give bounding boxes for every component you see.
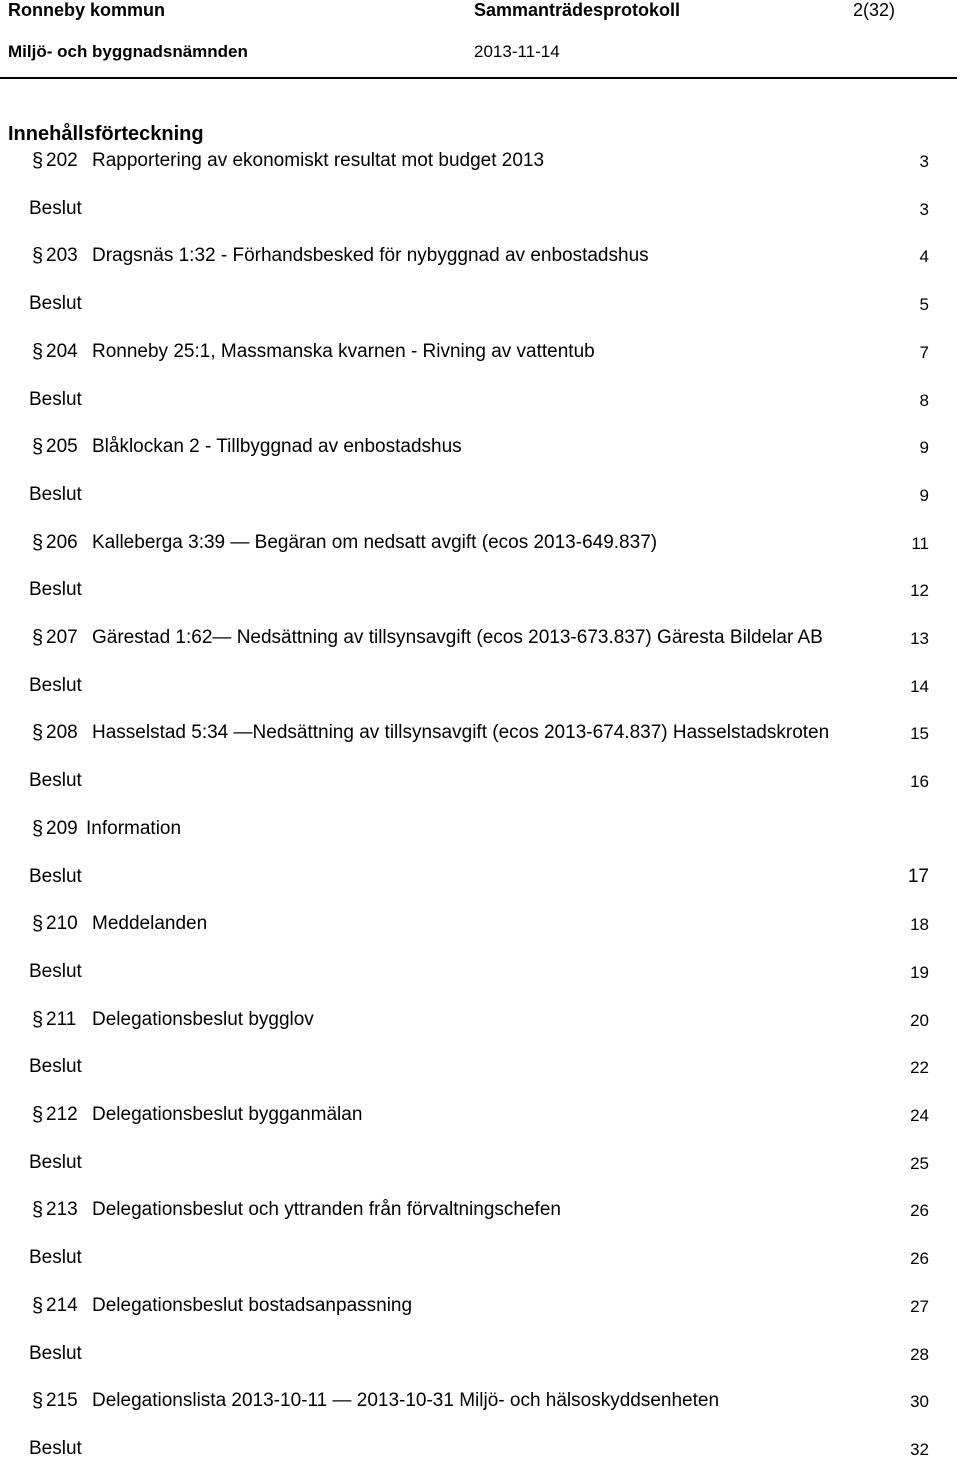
toc-beslut-row[interactable] [0,484,960,514]
toc-beslut-row[interactable] [0,1056,960,1086]
toc-page-number: 27 [910,1297,929,1316]
toc-section-row[interactable] [0,532,960,562]
toc-beslut-row[interactable] [0,293,960,323]
section-number: 209 [46,818,78,839]
section-number: 211 [46,1009,77,1030]
toc-page-number: 9 [919,438,929,457]
section-number: 204 [46,341,78,362]
toc-beslut-row[interactable] [0,961,960,991]
beslut-label: Beslut [29,675,82,696]
toc-beslut-row[interactable] [0,675,960,705]
toc-beslut-row[interactable] [0,866,960,896]
beslut-label: Beslut [29,579,82,600]
section-number: 205 [46,436,78,457]
section-title: Hasselstad 5:34 —Nedsättning av tillsynsavgift (ecos 2013-674.837) Hasselstadskroten [92,722,830,743]
meeting-date: 2013-11-14 [474,42,560,61]
section-sign: § [32,913,44,935]
toc-section-row[interactable] [0,1390,960,1420]
beslut-label: Beslut [29,961,82,982]
toc-page-number: 13 [910,629,929,648]
beslut-label: Beslut [29,1247,82,1268]
beslut-label: Beslut [29,1056,82,1077]
section-sign: § [32,1199,44,1221]
toc-page-number: 7 [919,343,929,362]
section-sign: § [32,245,44,267]
toc-page-number: 26 [910,1201,929,1220]
toc-section-row[interactable] [0,341,960,371]
section-number: 215 [46,1390,78,1411]
toc-page-number: 18 [910,915,929,934]
section-sign: § [32,1295,44,1317]
section-title: Kalleberga 3:39 — Begäran om nedsatt avgift (ecos 2013-649.837) [92,532,658,553]
toc-section-row[interactable] [0,150,960,180]
toc-page-number: 8 [919,391,929,410]
toc-section-row[interactable] [0,722,960,752]
section-number: 208 [46,722,78,743]
toc-beslut-row[interactable] [0,1438,960,1468]
section-title: Delegationsbeslut bostadsanpassning [92,1295,413,1316]
toc-section-row[interactable] [0,1295,960,1325]
section-title: Dragsnäs 1:32 - Förhandsbesked för nybyggnad av enbostadshus [92,245,649,266]
document-type: Sammanträdesprotokoll [474,0,681,20]
beslut-label: Beslut [29,484,82,505]
toc-beslut-row[interactable] [0,1152,960,1182]
toc-section-row[interactable] [0,818,960,848]
committee-name: Miljö- och byggnadsnämnden [8,42,248,61]
toc-section-row[interactable] [0,1009,960,1039]
toc-section-row[interactable] [0,245,960,275]
toc-page-number: 4 [919,247,929,266]
toc-beslut-row[interactable] [0,579,960,609]
section-title: Rapportering av ekonomiskt resultat mot budget 2013 [92,150,545,171]
section-title: Delegationsbeslut bygganmälan [92,1104,363,1125]
beslut-label: Beslut [29,1438,82,1459]
toc-section-row[interactable] [0,1104,960,1134]
toc-title: Innehållsförteckning [8,123,204,145]
section-number: 207 [46,627,78,648]
section-title: Meddelanden [92,913,208,934]
section-title: Gärestad 1:62— Nedsättning av tillsynsavgift (ecos 2013-673.837) Gäresta Bildelar AB [92,627,823,648]
toc-page-number: 24 [910,1106,929,1125]
toc-page-number: 3 [919,152,929,171]
toc-page-number: 20 [910,1011,929,1030]
section-number: 212 [46,1104,78,1125]
section-title: Information [86,818,182,839]
toc-section-row[interactable] [0,627,960,657]
toc-page-number: 9 [919,486,929,505]
toc-page-number: 17 [907,866,929,887]
beslut-label: Beslut [29,293,82,314]
section-sign: § [32,150,44,172]
section-number: 206 [46,532,78,553]
toc-page-number: 3 [919,200,929,219]
section-title: Blåklockan 2 - Tillbyggnad av enbostadshus [92,436,462,457]
section-sign: § [32,532,44,554]
toc-page-number: 30 [910,1392,929,1411]
toc-section-row[interactable] [0,913,960,943]
section-sign: § [32,722,44,744]
section-sign: § [32,436,44,458]
section-sign: § [32,627,44,649]
toc-page-number: 25 [910,1154,929,1173]
section-sign: § [32,1390,44,1412]
section-title: Delegationsbeslut bygglov [92,1009,314,1030]
beslut-label: Beslut [29,389,82,410]
section-title: Delegationslista 2013-10-11 — 2013-10-31 Miljö- och hälsoskyddsenheten [92,1390,720,1411]
beslut-label: Beslut [29,1343,82,1364]
section-number: 213 [46,1199,78,1220]
toc-page-number: 11 [911,534,929,553]
toc-page-number: 16 [910,772,929,791]
toc-section-row[interactable] [0,1199,960,1229]
beslut-label: Beslut [29,770,82,791]
toc-page-number: 5 [919,295,929,314]
toc-beslut-row[interactable] [0,389,960,419]
section-number: 210 [46,913,78,934]
section-sign: § [32,818,44,840]
toc-page-number: 32 [910,1440,929,1459]
beslut-label: Beslut [29,1152,82,1173]
toc-beslut-row[interactable] [0,198,960,228]
beslut-label: Beslut [29,866,82,887]
toc-page-number: 22 [910,1058,929,1077]
toc-beslut-row[interactable] [0,1343,960,1373]
section-number: 202 [46,150,78,171]
toc-page-number: 26 [910,1249,929,1268]
toc-page-number: 28 [910,1345,929,1364]
section-title: Ronneby 25:1, Massmanska kvarnen - Rivning av vattentub [92,341,595,362]
toc-page-number: 12 [910,581,929,600]
toc-page-number: 19 [910,963,929,982]
section-sign: § [32,1104,44,1126]
beslut-label: Beslut [29,198,82,219]
section-title: Delegationsbeslut och yttranden från förvaltningschefen [92,1199,561,1220]
org-name: Ronneby kommun [8,0,166,20]
toc-beslut-row[interactable] [0,1247,960,1277]
toc-beslut-row[interactable] [0,770,960,800]
page-count: 2(32) [853,0,896,20]
section-number: 214 [46,1295,78,1316]
section-sign: § [32,1009,44,1031]
toc-page-number: 15 [910,724,929,743]
section-sign: § [32,341,44,363]
toc-page-number: 14 [910,677,929,696]
toc-section-row[interactable] [0,436,960,466]
section-number: 203 [46,245,78,266]
